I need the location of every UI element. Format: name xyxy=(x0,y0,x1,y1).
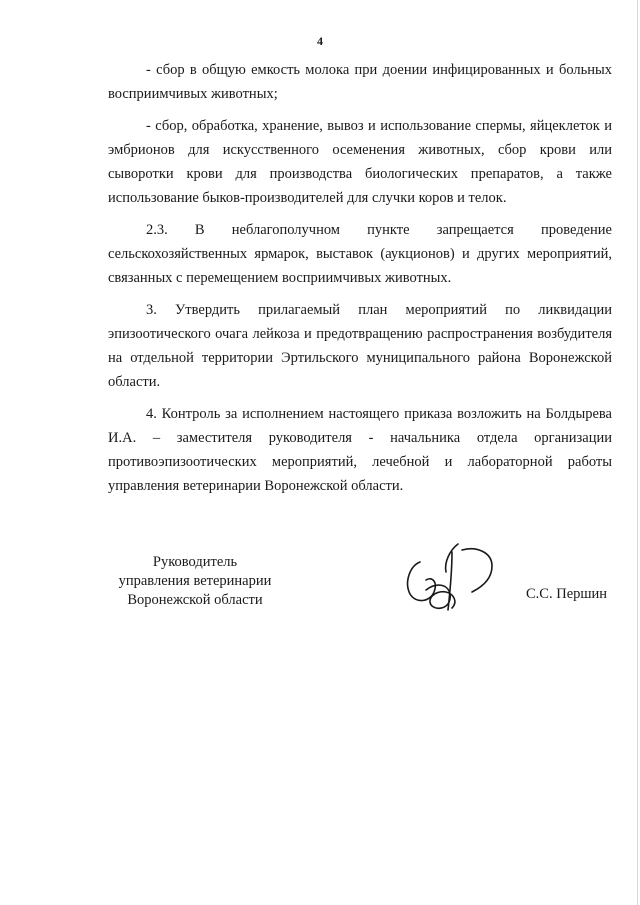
paragraph-milk-collection: - сбор в общую емкость молока при доении инфицированных и больных восприимчивых животных; xyxy=(108,62,612,102)
page-number: 4 xyxy=(317,34,323,48)
signatory-title xyxy=(100,553,290,610)
paragraph-approve-plan: 3. Утвердить прилагаемый план мероприятий по ликвидации эпизоотического очага лейкоза и предотвращению распространения возбудителя на отдельной территории Эртильского муниципального района Воронежской области. xyxy=(108,302,612,390)
paragraph-control: 4. Контроль за исполнением настоящего приказа возложить на Болдырева И.А. – заместителя руководителя - начальника отдела организации противоэпизоотических мероприятий, лечебной и лабораторной работы управления ветеринарии Воронежской области. xyxy=(108,406,612,494)
paragraph-fairs-prohibition: 2.3. В неблагополучном пункте запрещается проведение сельскохозяйственных ярмарок, выставок (аукционов) и других мероприятий, связанных с перемещением восприимчивых животных. xyxy=(108,222,612,286)
signatory-name: С.С. Першин xyxy=(526,586,608,602)
signatory-title-line: Воронежской области xyxy=(127,592,263,608)
document-body xyxy=(108,58,612,506)
signatory-title-line: Руководитель xyxy=(152,554,238,570)
signatory-title-line: управления ветеринарии xyxy=(118,573,272,589)
page-edge-line xyxy=(637,0,638,905)
handwritten-signature xyxy=(392,532,512,622)
paragraph-semen-collection: - сбор, обработка, хранение, вывоз и использование спермы, яйцеклеток и эмбрионов для искусственного осеменения животных, сбор крови или сыворотки крови для производства биологических препаратов, а также использование быков-производителей для случки коров и телок. xyxy=(108,118,612,206)
